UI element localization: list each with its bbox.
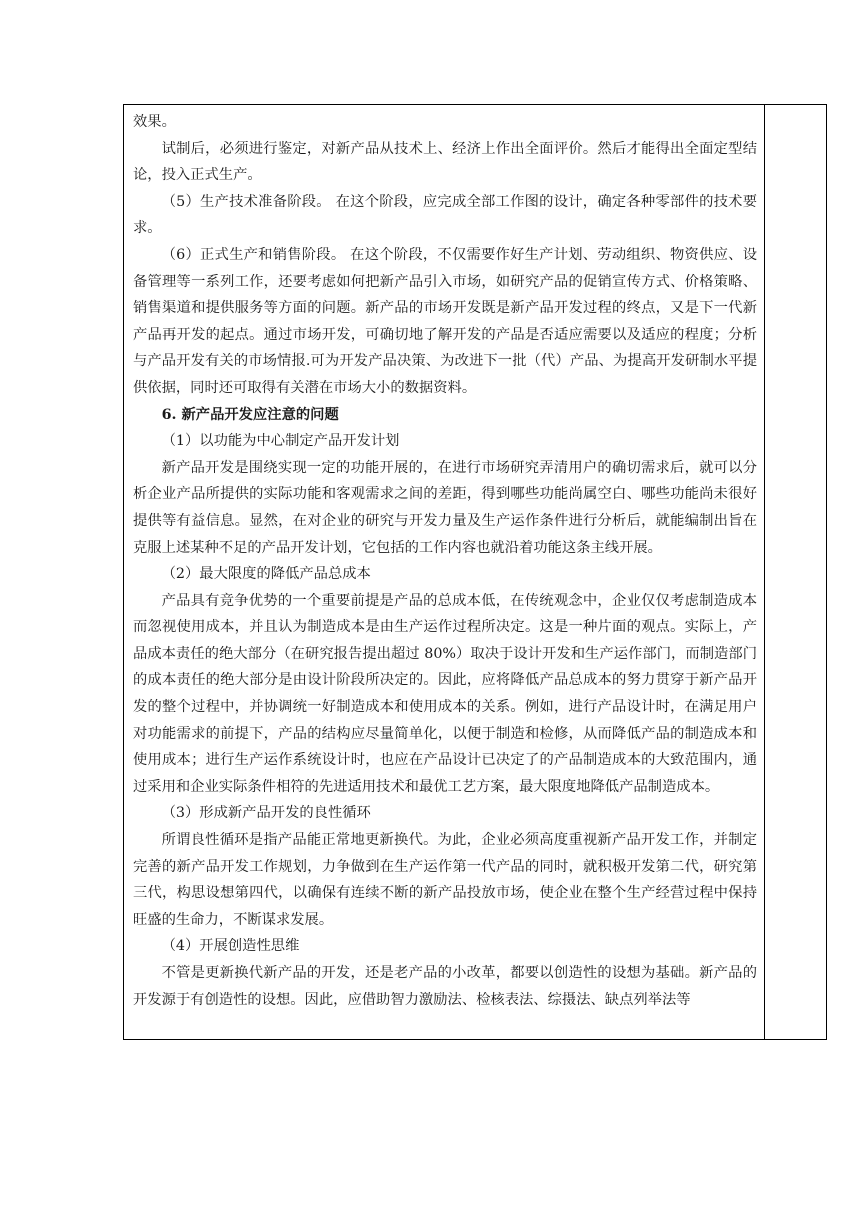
- paragraph-function-plan: 新产品开发是围绕实现一定的功能开展的，在进行市场研究弄清用户的确切需求后，就可以分析企业产品所提供的实际功能和客观需求之间的差距，得到哪些功能尚属空白、哪些功能尚未很好提供等有益信息。显然，在对企业的研究与开发力量及生产运作条件进行分析后，就能编制出旨在克服上述某种不足的产品开发计划，它包括的工作内容也就沿着功能这条主线开展。: [133, 459, 757, 556]
- paragraph-creative-thinking: 不管是更新换代新产品的开发，还是老产品的小改革，都要以创造性的设想为基础。新产品的开发源于有创造性的设想。因此，应借助智力激励法、检核表法、综摄法、缺点列举法等: [133, 965, 757, 1008]
- paragraph-virtuous-cycle: 所谓良性循环是指产品能正常地更新换代。为此，企业必须高度重视新产品开发工作，并制定完善的新产品开发工作规划，力争做到在生产运作第一代产品的同时，就积极开发第二代，研究第三代，构思设想第四代，以确保有连续不断的新产品投放市场，使企业在整个生产经营过程中保持旺盛的生命力，不断谋求发展。: [133, 832, 757, 928]
- subheading-2: （2）最大限度的降低产品总成本: [161, 566, 371, 583]
- paragraph-continuation: 效果。: [133, 114, 176, 130]
- paragraph-stage-5: （5）生产技术准备阶段。 在这个阶段，应完成全部工作图的设计，确定各种零部件的技术要求。: [133, 193, 757, 237]
- subheading-3: （3）形成新产品开发的良性循环: [161, 805, 371, 822]
- subheading-4: （4）开展创造性思维: [161, 938, 300, 955]
- paragraph-total-cost: 产品具有竞争优势的一个重要前提是产品的总成本低，在传统观念中，企业仅仅考虑制造成本而忽视使用成本，并且认为制造成本是由生产运作过程所决定。这是一种片面的观点。实际上，产品成本责任的绝大部分（在研究报告提出超过 80%）取决于设计开发和生产运作部门，而制造部门的成本责任的绝大部分是由设计阶段所决定的。因此，应将降低产品总成本的努力贯穿于新产品开发的整个过程中，并协调统一好制造成本和使用成本的关系。例如，进行产品设计时，在满足用户对功能需求的前提下，产品的结构应尽量简单化，以便于制造和检修，从而降低产品的制造成本和使用成本；进行生产运作系统设计时，也应在产品设计已决定了的产品制造成本的大致范围内，通过采用和企业实际条件相符的先进适用技术和最优工艺方案，最大限度地降低产品制造成本。: [133, 592, 757, 795]
- paragraph-stage-6: （6）正式生产和销售阶段。 在这个阶段，不仅需要作好生产计划、劳动组织、物资供应、设备管理等一系列工作，还要考虑如何把新产品引入市场，如研究产品的促销宣传方式、价格策略、销售渠道和提供服务等方面的问题。新产品的市场开发既是新产品开发过程的终点，又是下一代新产品再开发的起点。通过市场开发，可确切地了解开发的产品是否适应需要以及适应的程度；分析与产品开发有关的市场情报.可为开发产品决策、为改进下一批（代）产品、为提高开发研制水平提供依据，同时还可取得有关潜在市场大小的数据资料。: [133, 246, 757, 396]
- document-table: [123, 104, 827, 1040]
- subheading-1: （1）以功能为中心制定产品开发计划: [161, 433, 400, 450]
- content-cell: [133, 109, 757, 1033]
- paragraph-trial-evaluation: 试制后，必须进行鉴定，对新产品从技术上、经济上作出全面评价。然后才能得出全面定型结论，投入正式生产。: [133, 140, 757, 184]
- column-divider: [764, 105, 765, 1039]
- section-heading: 6. 新产品开发应注意的问题: [161, 406, 339, 423]
